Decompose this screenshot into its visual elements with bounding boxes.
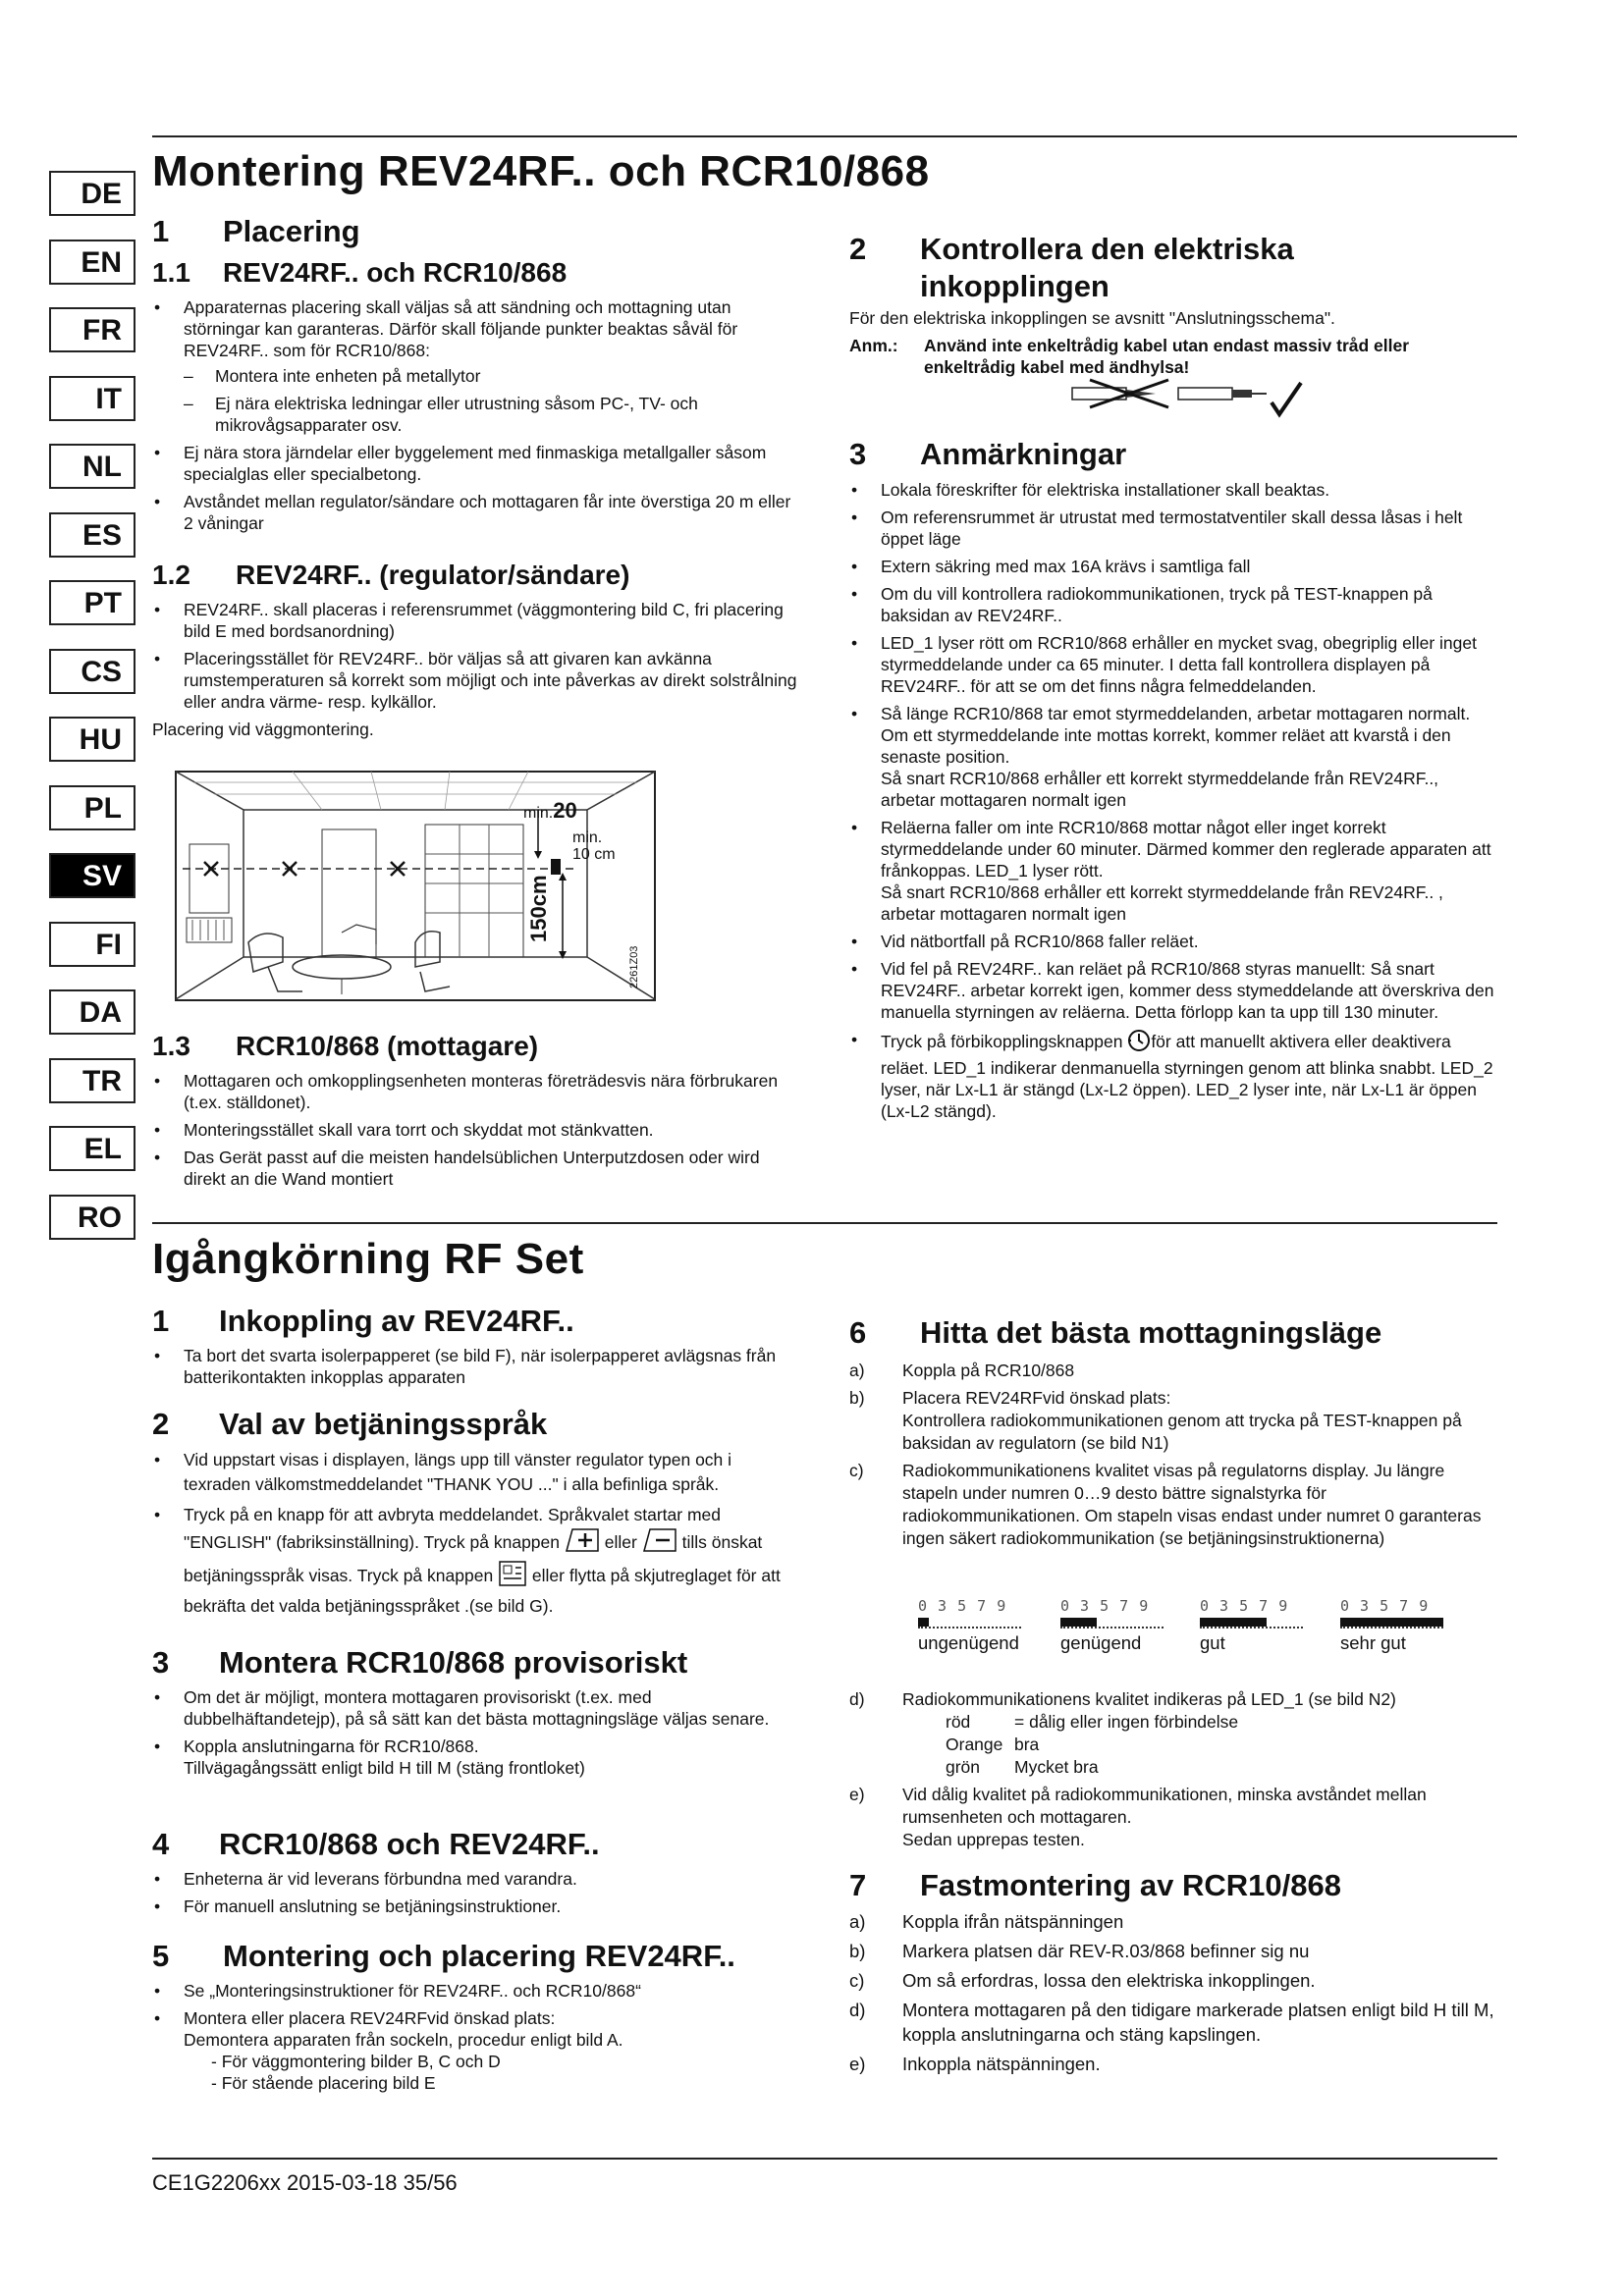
led-green-desc: Mycket bra bbox=[1014, 1757, 1099, 1777]
s3-body bbox=[849, 479, 1497, 1128]
s2-6-c-text: Radiokommunikationens kvalitet visas på regulatorns display. Ju längre stapeln under numren 0…9 desto bättre signalstyrka för radiokommunikationen. Om stapeln visas endast under numret 0 garanteras ingen säkert radiokommunikation (se betjäningsinstruktionerna) bbox=[902, 1461, 1482, 1548]
lang-tab-en[interactable]: EN bbox=[49, 240, 135, 285]
signal-display bbox=[1200, 1597, 1303, 1654]
s13-bullet-1: • Mottagaren och omkopplingsenheten monteras företrädesvis nära förbrukaren (t.ex. ställdonet). bbox=[152, 1070, 800, 1113]
s2-num: 2 bbox=[849, 232, 867, 266]
s11-dash-2: – Ej nära elektriska ledningar eller utrustning såsom PC-, TV- och mikrovågsapparater osv. bbox=[152, 393, 800, 436]
s3-item-1: • Lokala föreskrifter för elektriska installationer skall beaktas. bbox=[849, 479, 1497, 501]
s11-bullet-1 bbox=[152, 296, 800, 436]
lang-tab-es[interactable]: ES bbox=[49, 512, 135, 558]
led-green-label: grön bbox=[946, 1757, 981, 1777]
signal-label: genügend bbox=[1060, 1632, 1142, 1653]
s2-6-title: Hitta det bästa mottagningsläge bbox=[920, 1315, 1382, 1350]
s2-1-bullet-1: • Ta bort det svarta isolerpapperet (se bild F), när isolerpapperet avlägsnas från batterikontakten inkopplas apparaten bbox=[152, 1345, 800, 1388]
s2-6-letter-e: e) bbox=[849, 1785, 865, 1804]
s11-b1-text: Apparaternas placering skall väljas så att sändning och mottagning utan störningar kan garanteras. Därför skall följande punkter beaktas såväl för REV24RF.. som för RCR10/868: bbox=[184, 297, 738, 360]
s2-7-heading bbox=[849, 1868, 1341, 1903]
section2-title: Igångkörning RF Set bbox=[152, 1235, 584, 1283]
lang-tab-da[interactable]: DA bbox=[49, 989, 135, 1035]
s11-heading bbox=[152, 257, 567, 289]
placering-num: 1 bbox=[152, 214, 170, 248]
led-orange-desc: bra bbox=[1014, 1735, 1040, 1754]
s2-text: För den elektriska inkopplingen se avsnitt "Anslutningsschema". bbox=[849, 308, 1335, 328]
fig-height: 150cm bbox=[526, 875, 551, 942]
s2-7-item bbox=[849, 1998, 1497, 2047]
s2-5-bullet-1: • Se „Monteringsinstruktioner för REV24RF.. och RCR10/868“ bbox=[152, 1980, 800, 2002]
s3-item-4: • Om du vill kontrollera radiokommunikationen, tryck på TEST-knappen på baksidan av REV24RF.. bbox=[849, 583, 1497, 626]
s2-title-line2: inkopplingen bbox=[920, 269, 1110, 303]
s13-bullet-2: • Monteringsstället skall vara torrt och skyddat mot stänkvatten. bbox=[152, 1119, 800, 1141]
s2-3-b2b: Tillvägagångssätt enligt bild H till M (stäng frontloket) bbox=[184, 1758, 585, 1778]
s2-5-bullet-2 bbox=[152, 2007, 800, 2094]
s2-7-item-letter: d) bbox=[849, 2000, 866, 2020]
s11-num: 1.1 bbox=[152, 257, 190, 288]
s2-7-item-text: Om så erfordras, lossa den elektriska inkopplingen. bbox=[902, 1970, 1316, 1991]
signal-digits: 0 3 5 7 9 bbox=[1340, 1597, 1430, 1615]
s2-1-heading bbox=[152, 1304, 574, 1339]
s2-1-title: Inkoppling av REV24RF.. bbox=[219, 1304, 574, 1338]
s2-7-title: Fastmontering av RCR10/868 bbox=[920, 1868, 1341, 1902]
s2-7-num: 7 bbox=[849, 1868, 867, 1902]
s2-4-heading bbox=[152, 1827, 600, 1862]
s3-item-7-extra: Så snart RCR10/868 erhåller ett korrekt styrmeddelande från REV24RF.. , arbetar mottagaren normalt igen bbox=[881, 882, 1443, 924]
s2-4-title: RCR10/868 och REV24RF.. bbox=[219, 1827, 600, 1861]
s2-3-title: Montera RCR10/868 provisoriskt bbox=[219, 1645, 688, 1680]
s3-item-6 bbox=[849, 703, 1497, 811]
s12-caption: Placering vid väggmontering. bbox=[152, 720, 374, 739]
signal-bar bbox=[1200, 1618, 1303, 1629]
s2-note-text: Använd inte enkeltrådig kabel utan endast massiv tråd eller enkeltrådig kabel med ändhylsa! bbox=[924, 336, 1410, 377]
s2-2-title: Val av betjäningsspråk bbox=[219, 1407, 548, 1441]
s3-item-6-extra: Så snart RCR10/868 erhåller ett korrekt styrmeddelande från REV24RF.., arbetar mottagaren normalt igen bbox=[881, 769, 1439, 810]
lang-tab-pt[interactable]: PT bbox=[49, 580, 135, 625]
lang-tab-sv[interactable]: SV bbox=[49, 853, 135, 898]
s2-7-item-letter: c) bbox=[849, 1970, 865, 1991]
signal-digits: 0 3 5 7 9 bbox=[1200, 1597, 1289, 1615]
fig-code: 2261Z03 bbox=[628, 945, 640, 988]
s2-7-item-letter: a) bbox=[849, 1911, 866, 1932]
s2-2-body bbox=[152, 1448, 800, 1625]
s3-item-10 bbox=[849, 1029, 1497, 1122]
s2-6-body-2 bbox=[849, 1688, 1497, 1856]
s2-5-b2b: Demontera apparaten från sockeln, procedur enligt bild A. bbox=[184, 2030, 623, 2050]
placering-heading bbox=[152, 214, 360, 249]
s2-2-b2d: eller flytta på skjutreglaget för att bekräfta det valda betjäningsspråket .(se bild G). bbox=[184, 1566, 781, 1616]
lang-tab-ro[interactable]: RO bbox=[49, 1195, 135, 1240]
signal-bar-fill bbox=[1340, 1618, 1443, 1627]
s2-4-bullet-2: • För manuell anslutning se betjäningsinstruktioner. bbox=[152, 1896, 800, 1917]
s2-5-b2: Montera eller placera REV24RFvid önskad plats: bbox=[184, 2008, 556, 2028]
s2-5-b2d: - För stående placering bild E bbox=[211, 2073, 436, 2093]
s2-7-body bbox=[849, 1909, 1497, 2081]
s12-bullet-1: • REV24RF.. skall placeras i referensrummet (väggmontering bild C, fri placering bild E med bordsanordning) bbox=[152, 599, 800, 642]
s2-6-letter-c: c) bbox=[849, 1461, 864, 1480]
bottom-rule bbox=[152, 2158, 1497, 2160]
lang-tab-fr[interactable]: FR bbox=[49, 307, 135, 352]
s2-4-bullet-1: • Enheterna är vid leverans förbundna med varandra. bbox=[152, 1868, 800, 1890]
middle-rule bbox=[152, 1222, 1497, 1224]
s3-item-8: • Vid nätbortfall på RCR10/868 faller reläet. bbox=[849, 931, 1497, 952]
s2-6-e-text: Vid dålig kvalitet på radiokommunikationen, minska avståndet mellan rumsenheten och mottagaren. bbox=[902, 1785, 1427, 1827]
lang-tab-de[interactable]: DE bbox=[49, 171, 135, 216]
s3-title: Anmärkningar bbox=[920, 437, 1127, 471]
s2-7-item bbox=[849, 2052, 1497, 2076]
s2-3-bullet-2 bbox=[152, 1735, 800, 1779]
s2-2-bullet-2 bbox=[152, 1503, 800, 1619]
lang-tab-el[interactable]: EL bbox=[49, 1126, 135, 1171]
s2-2-heading bbox=[152, 1407, 547, 1442]
s2-title-line1: Kontrollera den elektriska bbox=[920, 232, 1294, 266]
s2-3-body bbox=[152, 1686, 800, 1785]
led-red-desc: = dålig eller ingen förbindelse bbox=[1014, 1712, 1239, 1732]
s3-item-2: • Om referensrummet är utrustat med termostatventiler skall dessa låsas i helt öppet läge bbox=[849, 507, 1497, 550]
s2-6-letter-d: d) bbox=[849, 1689, 865, 1709]
led-row-green bbox=[946, 1756, 1497, 1779]
s2-6-letter-a: a) bbox=[849, 1361, 865, 1380]
s11-bullet-2: • Ej nära stora järndelar eller byggelement med finmaskiga metallgaller såsom specialglas eller specialbetong. bbox=[152, 442, 800, 485]
s13-heading bbox=[152, 1031, 538, 1062]
section1-title: Montering REV24RF.. och RCR10/868 bbox=[152, 147, 930, 195]
lang-tab-hu[interactable]: HU bbox=[49, 717, 135, 762]
signal-display bbox=[1340, 1597, 1443, 1654]
s3-num: 3 bbox=[849, 437, 867, 471]
signal-bar bbox=[918, 1618, 1021, 1629]
s2-7-item bbox=[849, 1968, 1497, 1993]
led-red-label: röd bbox=[946, 1712, 971, 1732]
led-row-red bbox=[946, 1711, 1497, 1734]
s2-6-b2-text: Kontrollera radiokommunikationen genom att trycka på TEST-knappen på baksidan av regulatorn (se bild N1) bbox=[902, 1411, 1462, 1453]
s2-6-item-c bbox=[849, 1460, 1497, 1550]
s11-bullet-3: • Avståndet mellan regulator/sändare och mottagaren får inte överstiga 20 m eller 2 våningar bbox=[152, 491, 800, 534]
s2-1-num: 1 bbox=[152, 1304, 170, 1338]
lang-tab-pl[interactable]: PL bbox=[49, 785, 135, 830]
signal-label: ungenügend bbox=[918, 1632, 1019, 1653]
s13-num: 1.3 bbox=[152, 1031, 190, 1061]
lang-tab-cs[interactable]: CS bbox=[49, 649, 135, 694]
s2-note bbox=[849, 335, 1497, 378]
s2-6-d-text: Radiokommunikationens kvalitet indikeras på LED_1 (se bild N2) bbox=[902, 1689, 1396, 1709]
signal-bar bbox=[1340, 1618, 1443, 1629]
signal-label: gut bbox=[1200, 1632, 1225, 1653]
s2-6-item-e bbox=[849, 1784, 1497, 1851]
lang-tab-tr[interactable]: TR bbox=[49, 1058, 135, 1103]
s2-note-label: Anm.: bbox=[849, 336, 898, 355]
lang-tab-nl[interactable]: NL bbox=[49, 444, 135, 489]
s2-6-item-b bbox=[849, 1387, 1497, 1455]
s2-2-b2a: Tryck på en knapp för att avbryta meddelandet. Språkvalet startar med "ENGLISH" (fabriksinställning). Tryck på knappen bbox=[184, 1505, 721, 1553]
s2-5-title: Montering och placering REV24RF.. bbox=[223, 1939, 735, 1973]
wall-mount-figure bbox=[175, 771, 656, 1001]
led-orange-label: Orange bbox=[946, 1735, 1003, 1754]
s2-7-item bbox=[849, 1939, 1497, 1963]
fig-min-top bbox=[523, 798, 577, 824]
s2-3-heading bbox=[152, 1645, 687, 1681]
s12-num: 1.2 bbox=[152, 560, 190, 590]
s3-item-5: • LED_1 lyser rött om RCR10/868 erhåller en mycket svag, obegriplig eller inget styrmeddelande under ca 65 minuter. I detta fall kontrollera displayen på REV24RF.. för att se om det finns några felmeddelanden. bbox=[849, 632, 1497, 697]
plus-button-icon bbox=[565, 1527, 600, 1560]
s2-7-item-text: Montera mottagaren på den tidigare markerade platsen enligt bild H till M, koppla anslutningarna och stäng kapslingen. bbox=[902, 2000, 1494, 2045]
fig-min-side bbox=[572, 829, 616, 863]
s2-7-item-text: Inkoppla nätspänningen. bbox=[902, 2054, 1101, 2074]
signal-bar-fill bbox=[918, 1618, 929, 1627]
cable-icons bbox=[1070, 378, 1316, 427]
s13-body bbox=[152, 1070, 800, 1196]
s2-6-item-d bbox=[849, 1688, 1497, 1779]
s2-heading bbox=[849, 231, 1294, 305]
s2-6-num: 6 bbox=[849, 1315, 867, 1350]
s2-6-body bbox=[849, 1360, 1497, 1555]
s2-3-num: 3 bbox=[152, 1645, 170, 1680]
s2-7-item-letter: b) bbox=[849, 1941, 866, 1961]
s2-6-heading bbox=[849, 1315, 1381, 1351]
cable-drawing bbox=[1070, 378, 1316, 422]
fig-min-side-label: min. bbox=[572, 829, 603, 846]
s11-body bbox=[152, 296, 800, 540]
s2-1-body bbox=[152, 1345, 800, 1394]
minus-button-icon bbox=[642, 1527, 677, 1560]
signal-display bbox=[918, 1597, 1021, 1654]
fig-min-side-value: 10 cm bbox=[572, 846, 616, 863]
room-drawing bbox=[175, 771, 656, 1001]
s2-5-body bbox=[152, 1980, 800, 2100]
fig-min-top-value: 20 bbox=[553, 798, 577, 823]
s2-6-b-text: Placera REV24RFvid önskad plats: bbox=[902, 1388, 1171, 1408]
s2-3-bullet-1: • Om det är möjligt, montera mottagaren provisoriskt (t.ex. med dubbelhäftandetejp), på så sätt kan det bästa mottagningsläge väljas senare. bbox=[152, 1686, 800, 1730]
s2-4-num: 4 bbox=[152, 1827, 170, 1861]
s2-6-a-text: Koppla på RCR10/868 bbox=[902, 1361, 1075, 1380]
s11-title: REV24RF.. och RCR10/868 bbox=[223, 257, 568, 288]
s11-dash-1: – Montera inte enheten på metallytor bbox=[152, 365, 800, 387]
s3-item-7-text: Reläerna faller om inte RCR10/868 mottar något eller inget korrekt styrmeddelande under 60 minuter. Därmed kommer den reglerade apparaten att frånkoppas. LED_1 lyser rött. bbox=[881, 818, 1491, 881]
s3-heading bbox=[849, 437, 1126, 472]
signal-display bbox=[1060, 1597, 1164, 1654]
s2-6-letter-b: b) bbox=[849, 1388, 865, 1408]
s2-2-b2c: tills önskat betjäningsspråk visas. Tryck på knappen bbox=[184, 1532, 763, 1586]
s2-6-e2-text: Sedan upprepas testen. bbox=[902, 1830, 1085, 1849]
signal-bar-fill bbox=[1200, 1618, 1267, 1627]
s2-5-num: 5 bbox=[152, 1939, 170, 1973]
signal-label: sehr gut bbox=[1340, 1632, 1406, 1653]
s12-bullet-2: • Placeringsstället för REV24RF.. bör väljas så att givaren kan avkänna rumstemperaturen så korrekt som möjligt och inte påverkas av direkt solstrålning eller andra värme- resp. kylkällor. bbox=[152, 648, 800, 713]
s2-3-b2: Koppla anslutningarna för RCR10/868. bbox=[184, 1736, 479, 1756]
bypass-button-icon bbox=[1127, 1029, 1151, 1057]
placering-title: Placering bbox=[223, 214, 360, 248]
s3-item-7 bbox=[849, 817, 1497, 925]
s3-item-3: • Extern säkring med max 16A krävs i samtliga fall bbox=[849, 556, 1497, 577]
s2-7-item-letter: e) bbox=[849, 2054, 866, 2074]
top-rule bbox=[152, 135, 1517, 137]
s12-heading bbox=[152, 560, 629, 591]
signal-bar bbox=[1060, 1618, 1164, 1629]
s13-title: RCR10/868 (mottagare) bbox=[236, 1031, 539, 1061]
s2-6-item-a bbox=[849, 1360, 1497, 1382]
s2-body bbox=[849, 307, 1497, 378]
s12-title: REV24RF.. (regulator/sändare) bbox=[236, 560, 630, 590]
s2-5-b2c: - För väggmontering bilder B, C och D bbox=[211, 2052, 501, 2071]
s2-2-num: 2 bbox=[152, 1407, 170, 1441]
led-row-orange bbox=[946, 1734, 1497, 1756]
footer-doc-id: CE1G2206xx 2015-03-18 35/56 bbox=[152, 2170, 458, 2195]
s3-item-9: • Vid fel på REV24RF.. kan reläet på RCR10/868 styras manuellt: Så snart REV24RF.. arbetar korrekt igen, kommer dess stymeddelande att överskriva den manuella styrningen av reläerna. Detta förlopp kan ta upp till 130 minuter. bbox=[849, 958, 1497, 1023]
lang-tab-it[interactable]: IT bbox=[49, 376, 135, 421]
s3-item-6-text: Så länge RCR10/868 tar emot styrmeddelanden, arbetar mottagaren normalt. Om ett styrmeddelande inte mottas korrekt, kommer reläet att kvarstå i den senaste position. bbox=[881, 704, 1471, 767]
lang-tab-fi[interactable]: FI bbox=[49, 922, 135, 967]
s3-item-10-text: Tryck på förbikopplingsknappen bbox=[881, 1032, 1123, 1052]
s12-body bbox=[152, 599, 800, 746]
s2-7-item-text: Markera platsen där REV-R.03/868 befinner sig nu bbox=[902, 1941, 1310, 1961]
signal-digits: 0 3 5 7 9 bbox=[1060, 1597, 1150, 1615]
s2-5-heading bbox=[152, 1939, 735, 1974]
select-button-icon bbox=[498, 1560, 527, 1594]
s13-bullet-3: • Das Gerät passt auf die meisten handelsüblichen Unterputzdosen oder wird direkt an die Wand montiert bbox=[152, 1147, 800, 1190]
s2-7-item-text: Koppla ifrån nätspänningen bbox=[902, 1911, 1124, 1932]
s2-7-item bbox=[849, 1909, 1497, 1934]
signal-digits: 0 3 5 7 9 bbox=[918, 1597, 1007, 1615]
signal-bar-fill bbox=[1060, 1618, 1097, 1627]
s3-item-10-rest: för att manuellt aktivera eller deaktivera reläet. LED_1 indikerar denmanuella styrningen genom att blinka snabbt. LED_2 lyser, när Lx-L1 är stängd (Lx-L2 öppen). LED_2 lyser inte, när Lx-L1 är öppen (Lx-L2 stängd). bbox=[881, 1032, 1493, 1121]
led-color-table bbox=[902, 1711, 1497, 1779]
s2-2-b2b: eller bbox=[604, 1532, 637, 1553]
fig-min-top-label: min. bbox=[523, 805, 554, 822]
s2-2-bullet-1: • Vid uppstart visas i displayen, längs upp till vänster regulator typen och i texraden välkomstmeddelandet "THANK YOU ..." i alla befinliga språk. bbox=[152, 1448, 800, 1497]
s2-4-body bbox=[152, 1868, 800, 1923]
